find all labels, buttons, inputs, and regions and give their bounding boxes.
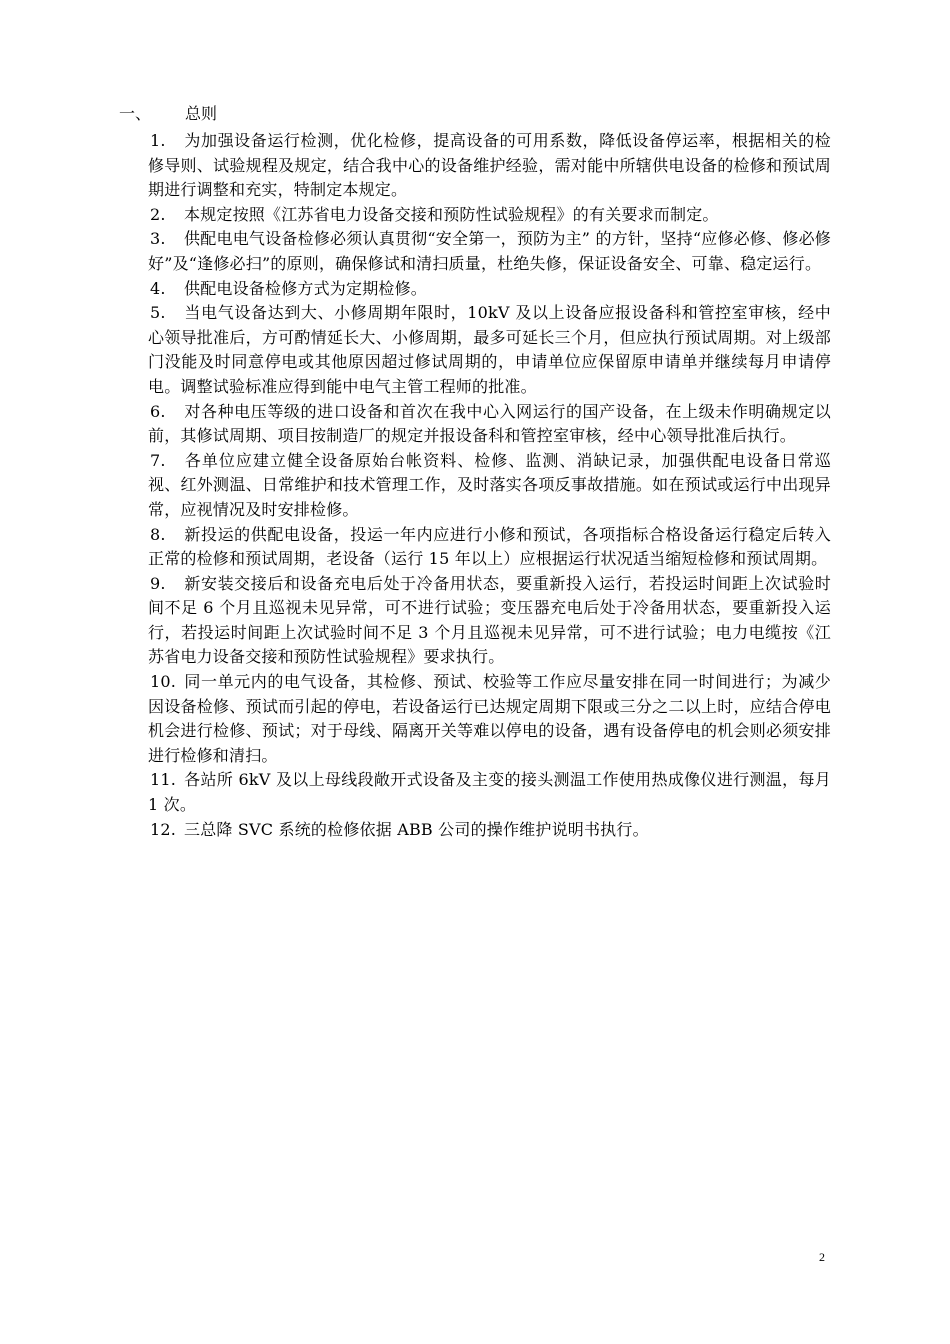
paragraph-6 (148, 400, 831, 449)
paragraph-number: 4. (150, 278, 166, 298)
page-number: 2 (819, 1250, 825, 1264)
section-heading (119, 102, 217, 126)
paragraph-text: 对各种电压等级的进口设备和首次在我中心入网运行的国产设备，在上级未作明确规定以前，其修试周期、项目按制造厂的规定并报设备科和管控室审核，经中心领导批准后执行。 (148, 401, 831, 446)
paragraph-3 (148, 227, 831, 276)
paragraph-5 (148, 301, 831, 399)
paragraph-text: 三总降 SVC 系统的检修依据 ABB 公司的操作维护说明书执行。 (184, 819, 649, 839)
paragraph-9 (148, 572, 831, 670)
paragraph-12 (148, 818, 831, 843)
paragraph-text: 同一单元内的电气设备，其检修、预试、校验等工作应尽量安排在同一时间进行；为减少因设备检修、预试而引起的停电，若设备运行已达规定周期下限或三分之二以上时，应结合停电机会进行检修、预试；对于母线、隔离开关等难以停电的设备，遇有设备停电的机会则必须安排进行检修和清扫。 (148, 672, 831, 765)
paragraph-number: 10. (150, 672, 177, 692)
paragraph-text: 当电气设备达到大、小修周期年限时，10kV 及以上设备应报设备科和管控室审核，经中心领导批准后，方可酌情延长大、小修周期，最多可延长三个月，但应执行预试周期。对上级部门没能及时同意停电或其他原因超过修试周期的，申请单位应保留原申请单并继续每月申请停电。调整试验标准应得到能中电气主管工程师的批准。 (148, 303, 831, 396)
document-body (148, 129, 831, 842)
paragraph-number: 7. (150, 450, 166, 470)
paragraph-text: 供配电电气设备检修必须认真贯彻“安全第一，预防为主” 的方针，坚持“应修必修、修必修好”及“逢修必扫”的原则，确保修试和清扫质量，杜绝失修，保证设备安全、可靠、稳定运行。 (148, 229, 831, 273)
section-title: 总则 (185, 104, 218, 123)
paragraph-number: 11. (150, 770, 177, 790)
paragraph-number: 12. (150, 819, 177, 839)
paragraph-2 (148, 203, 831, 228)
paragraph-8 (148, 523, 831, 572)
paragraph-text: 各单位应建立健全设备原始台帐资料、检修、监测、消缺记录，加强供配电设备日常巡视、红外测温、日常维护和技术管理工作，及时落实各项反事故措施。如在预试或运行中出现异常，应视情况及时安排检修。 (148, 450, 831, 519)
paragraph-10 (148, 670, 831, 768)
paragraph-11 (148, 768, 831, 817)
paragraph-number: 9. (150, 573, 166, 593)
paragraph-text: 供配电设备检修方式为定期检修。 (184, 278, 428, 298)
paragraph-number: 5. (150, 303, 166, 323)
paragraph-text: 各站所 6kV 及以上母线段敞开式设备及主变的接头测温工作使用热成像仪进行测温，每月 1 次。 (148, 770, 831, 815)
paragraph-7 (148, 449, 831, 523)
paragraph-text: 为加强设备运行检测，优化检修，提高设备的可用系数，降低设备停运率，根据相关的检修导则、试验规程及规定，结合我中心的设备维护经验，需对能中所辖供电设备的检修和预试周期进行调整和充实，特制定本规定。 (148, 131, 831, 200)
paragraph-number: 6. (150, 401, 166, 421)
paragraph-number: 1. (150, 131, 166, 150)
paragraph-text: 新安装交接后和设备充电后处于冷备用状态，要重新投入运行，若投运时间距上次试验时间不足 6 个月且巡视未见异常，可不进行试验；变压器充电后处于冷备用状态，要重新投入运行，若投运时间距上次试验时间不足 3 个月且巡视未见异常，可不进行试验；电力电缆按《江苏省电力设备交接和预防性试验规程》要求执行。 (148, 573, 831, 667)
paragraph-number: 8. (150, 524, 166, 544)
paragraph-text: 本规定按照《江苏省电力设备交接和预防性试验规程》的有关要求而制定。 (184, 204, 719, 224)
paragraph-text: 新投运的供配电设备，投运一年内应进行小修和预试，各项指标合格设备运行稳定后转入正常的检修和预试周期，老设备（运行 15 年以上）应根据运行状况适当缩短检修和预试周期。 (148, 524, 831, 569)
paragraph-1 (148, 129, 831, 203)
paragraph-number: 3. (150, 229, 166, 249)
paragraph-number: 2. (150, 204, 166, 224)
paragraph-4 (148, 277, 831, 302)
section-number: 一、 (119, 104, 152, 123)
